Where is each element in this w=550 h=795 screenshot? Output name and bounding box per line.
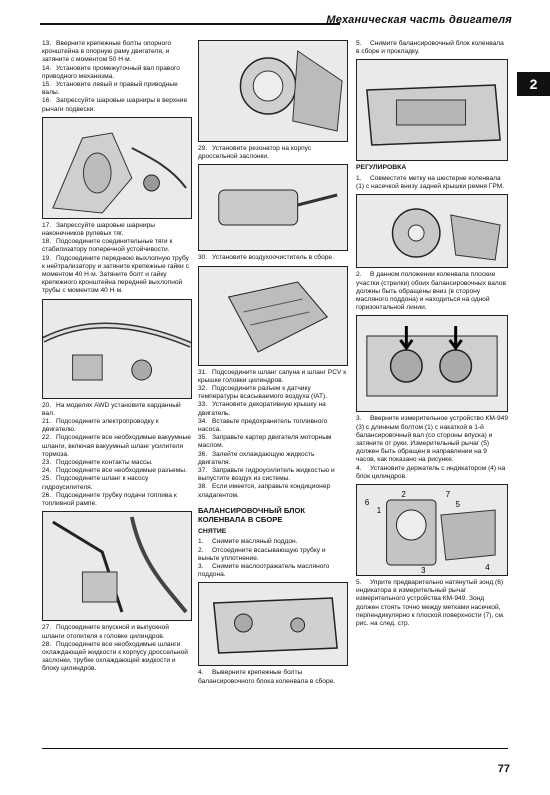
item-number: 31. xyxy=(198,368,208,376)
col2-list-b xyxy=(198,254,348,262)
item-text: Подсоедините все необходимые шланги охлаждающей жидкости к корпусу дроссельной заслонки, трубке охлаждающей жидкости и блоку цилиндров. xyxy=(42,640,188,673)
item-text: Снимите масляный поддон. xyxy=(212,538,298,546)
list-item xyxy=(198,401,348,417)
figure-resonator xyxy=(198,40,348,142)
list-item xyxy=(356,271,508,312)
item-number: 16. xyxy=(42,97,52,105)
figure-crank-gear-mark xyxy=(356,194,508,268)
col1-list-c xyxy=(42,402,192,509)
item-number: 4. xyxy=(356,464,362,472)
fig-callout: 1 xyxy=(376,505,382,515)
col3-list-e xyxy=(356,579,508,628)
footer-rule xyxy=(42,748,508,749)
item-number: 5. xyxy=(356,40,362,47)
chapter-tab: 2 xyxy=(517,72,550,96)
col2-list-d xyxy=(198,538,348,579)
item-text: Подсоедините трубку подачи топлива к топливной рампе. xyxy=(42,491,177,508)
item-number: 21. xyxy=(42,418,52,426)
item-text: В данном положении коленвала плоские участки (стрелки) обоих балансировочных валов должны быть обращены вниз (в сторону масляного поддона) и находиться на одной горизонтальной линии. xyxy=(356,271,506,312)
list-item xyxy=(198,254,348,262)
item-number: 18. xyxy=(42,238,52,246)
item-text: Установите промежуточный вал правого приводного механизма. xyxy=(42,64,180,80)
item-number: 17. xyxy=(42,221,52,229)
list-item xyxy=(42,40,192,65)
item-number: 32. xyxy=(198,385,208,393)
fig-callout: 5 xyxy=(455,499,461,509)
item-text: Подсоедините впускной и выпускной шланги отопителя к головке цилиндров. xyxy=(42,624,169,640)
item-number: 37. xyxy=(198,467,208,475)
fig-callout: 4 xyxy=(485,562,490,572)
list-item xyxy=(42,238,192,254)
list-item xyxy=(42,402,192,418)
item-number: 24. xyxy=(42,467,52,475)
figure-oil-pan-baffle xyxy=(198,582,348,666)
item-text: На моделях AWD установите карданный вал. xyxy=(42,401,181,417)
column-2 xyxy=(198,40,348,686)
item-text: Вверните крепежные болты опорного кронштейна в опорную раму двигателя, и затяните с моментом 50 Н·м. xyxy=(42,40,172,64)
item-text: Установите левый и правый приводные валы. xyxy=(42,81,178,97)
list-item xyxy=(42,97,192,113)
item-text: Если имеется, заправьте кондиционер хладагентом. xyxy=(198,483,331,499)
list-item xyxy=(198,451,348,467)
item-number: 29. xyxy=(198,145,208,152)
list-item xyxy=(198,483,348,499)
list-item xyxy=(42,222,192,238)
list-item xyxy=(198,467,348,483)
list-item xyxy=(42,434,192,459)
item-number: 28. xyxy=(42,640,52,648)
item-text: Подсоедините переднюю выхлопную трубу к нейтрализатору и затяните крепежные гайки с моментом 40 Н·м. Затяните болт и гайку крепежного кронштейна передней выхлопной трубы с моментом 40 Н·м. xyxy=(42,254,189,295)
figure-throttle-body xyxy=(198,164,348,251)
list-item xyxy=(198,418,348,434)
col2-list-e xyxy=(198,669,348,685)
list-item xyxy=(198,669,348,685)
subsection-title: РЕГУЛИРОВКА xyxy=(356,164,407,172)
item-number: 38. xyxy=(198,483,208,491)
item-number: 13. xyxy=(42,40,52,47)
col3-list-c xyxy=(356,271,508,312)
list-item xyxy=(198,563,348,579)
item-text: Установите декоративную крышку на двигатель. xyxy=(198,401,326,417)
item-text: Заправьте гидроусилитель жидкостью и выпустите воздух из системы. xyxy=(198,467,335,483)
item-number: 1. xyxy=(198,538,204,546)
section-title: БАЛАНСИРОВОЧНЫЙ БЛОК КОЛЕНВАЛА В СБОРЕ xyxy=(198,505,306,525)
col3-list-d xyxy=(356,415,508,481)
item-text: Установите держатель с индикатором (4) на блок цилиндров. xyxy=(356,464,506,480)
list-item xyxy=(356,415,508,464)
item-text: Совместите метку на шестерне коленвала (1) с насечкой внизу задней крышки ремня ГРМ. xyxy=(356,174,505,191)
list-item xyxy=(356,40,508,56)
fig-callout: 6 xyxy=(364,497,370,507)
page-header xyxy=(40,14,512,30)
list-item xyxy=(198,385,348,401)
item-text: Установите воздухоочиститель в сборе. xyxy=(212,254,334,262)
item-number: 25. xyxy=(42,475,52,483)
item-number: 3. xyxy=(356,415,362,423)
item-number: 2. xyxy=(198,546,204,554)
col1-list-b xyxy=(42,222,192,296)
list-item xyxy=(356,465,508,481)
subsection-title: СНЯТИЕ xyxy=(198,527,227,535)
list-item xyxy=(198,547,348,563)
item-text: Вставьте предохранитель топливного насоса. xyxy=(198,417,328,434)
item-number: 33. xyxy=(198,401,208,409)
item-text: Подсоедините шланг к насосу гидроусилителя. xyxy=(42,475,149,491)
item-text: Подсоедините все необходимые разъемы. xyxy=(56,467,187,475)
header-rule xyxy=(40,23,340,25)
item-text: Снимите маслоотражатель масляного поддона. xyxy=(198,562,330,579)
list-item xyxy=(356,579,508,628)
col3-list-b xyxy=(356,175,508,191)
item-text: Вверните измерительное устройство КМ-949 (3) с длинным болтом (1) с накаткой в 1-й балансировочный вал (со стороны впуска) и затяните от руки. Измерительный рычаг (5) должен быть обращен в направлении на 9 часов, как показано на рисунке. xyxy=(356,415,509,464)
col2-list-c xyxy=(198,369,348,500)
item-text: Установите резонатор на корпус дроссельной заслонки. xyxy=(198,145,312,161)
col3-list-a xyxy=(356,40,508,56)
figure-dial-indicator xyxy=(356,484,508,576)
item-number: 22. xyxy=(42,434,52,442)
item-text: Отсоедините всасывающую трубку и выньте уплотнение. xyxy=(198,546,326,562)
item-number: 20. xyxy=(42,401,52,409)
item-text: Подсоедините все необходимые вакуумные шланги, включая вакуумный шланг усилителя тормоза. xyxy=(42,434,191,458)
item-number: 14. xyxy=(42,64,52,72)
item-number: 19. xyxy=(42,254,52,262)
item-number: 5. xyxy=(356,578,362,586)
figure-exhaust-pipe xyxy=(42,299,192,399)
item-number: 30. xyxy=(198,254,208,262)
item-number: 2. xyxy=(356,271,362,279)
figure-ball-joint xyxy=(42,117,192,219)
item-number: 23. xyxy=(42,459,52,467)
list-item xyxy=(42,65,192,81)
item-number: 35. xyxy=(198,434,208,442)
item-text: Подсоедините контакты массы. xyxy=(56,459,153,467)
item-text: Подсоедините соединительные тяги к стабилизатору поперечной устойчивости. xyxy=(42,238,173,254)
list-item xyxy=(42,624,192,640)
list-item xyxy=(42,641,192,674)
list-item xyxy=(356,175,508,191)
item-text: Выверните крепежные болты балансировочного блока коленвала в сборе. xyxy=(198,669,336,685)
item-text: Уприте предварительно натянутый зонд (6) индикатора в измерительный рычаг измерительного устройства КМ-949. Зонд должен стоять точно между метками насечкой, перпендикулярно к плоской поверхности (7), см. рис. на след. стр. xyxy=(356,578,505,627)
item-text: Запрессуйте шаровые шарниры в верхние рычаги подвески. xyxy=(42,97,188,113)
list-item xyxy=(198,369,348,385)
item-text: Заправьте картер двигателя моторным маслом. xyxy=(198,434,332,450)
list-item xyxy=(42,418,192,434)
list-item xyxy=(42,467,192,475)
figure-balance-shafts xyxy=(356,315,508,412)
item-text: Снимите балансировочный блок коленвала в сборе и прокладку. xyxy=(356,40,504,56)
fig-callout: 3 xyxy=(421,565,426,575)
item-text: Залейте охлаждающую жидкость двигателя. xyxy=(198,450,315,466)
item-number: 4. xyxy=(198,669,204,677)
item-number: 3. xyxy=(198,562,204,570)
figure-air-cleaner xyxy=(198,266,348,366)
list-item xyxy=(42,81,192,97)
list-item xyxy=(42,255,192,296)
item-text: Запрессуйте шаровые шарниры наконечников рулевых тяг. xyxy=(42,221,155,238)
page-number: 77 xyxy=(497,763,510,775)
column-1 xyxy=(42,40,192,674)
item-number: 27. xyxy=(42,624,52,632)
list-item xyxy=(198,434,348,450)
figure-fuel-line xyxy=(42,511,192,621)
header-title: Механическая часть двигателя xyxy=(326,14,512,26)
col1-list-a xyxy=(42,40,192,114)
fig-callout: 7 xyxy=(445,489,451,499)
figure-balancer-removal xyxy=(356,59,508,161)
column-3 xyxy=(356,40,508,628)
col1-list-d xyxy=(42,624,192,673)
item-number: 1. xyxy=(356,174,362,182)
item-number: 26. xyxy=(42,491,52,499)
item-text: Подсоедините шланг сапуна и шланг PCV к крышке головки цилиндров. xyxy=(198,368,347,384)
item-number: 34. xyxy=(198,417,208,425)
item-number: 15. xyxy=(42,81,52,89)
list-item xyxy=(42,475,192,491)
list-item xyxy=(42,492,192,508)
col2-list-a xyxy=(198,145,348,161)
fig-callout: 2 xyxy=(401,489,406,499)
item-number: 36. xyxy=(198,450,208,458)
list-item xyxy=(198,538,348,546)
list-item xyxy=(198,145,348,161)
item-text: Подсоедините электропроводку к двигателю. xyxy=(42,418,159,434)
item-text: Подсоедините разъем к датчику температуры всасываемого воздуха (IAT). xyxy=(198,385,328,401)
